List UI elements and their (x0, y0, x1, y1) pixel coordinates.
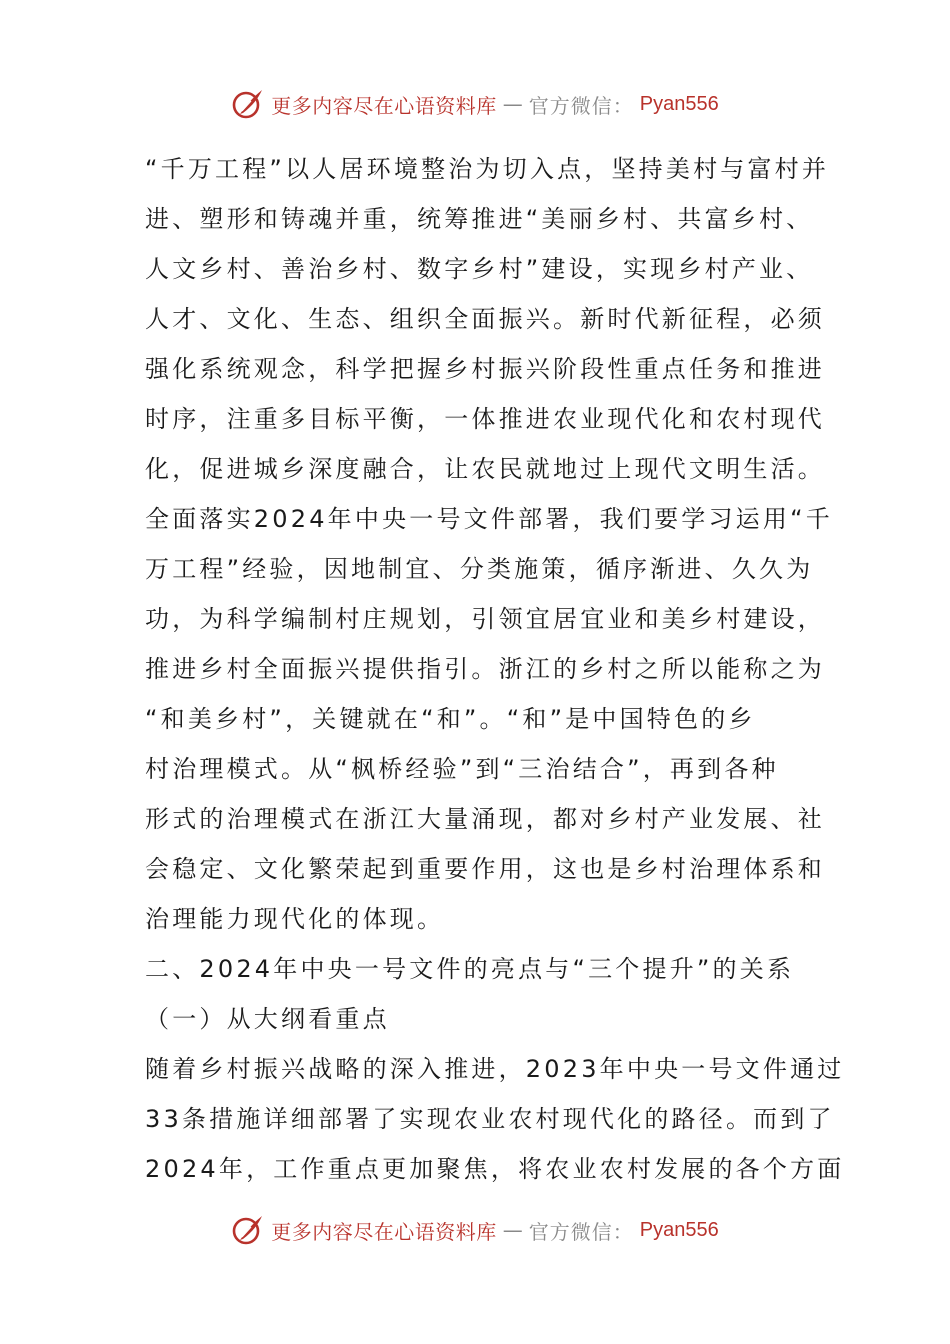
watermark-brand: 更多内容尽在心语资料库 (271, 1219, 497, 1244)
text-line: 33条措施详细部署了实现农业农村现代化的路径。而到了 (145, 1105, 835, 1133)
watermark-official-label: 官方微信： (528, 1219, 634, 1244)
watermark-wechat-id: Pyan556 (639, 1218, 719, 1241)
watermark-dash: — (502, 92, 523, 116)
text-line: “和美乡村”，关键就在“和”。“和”是中国特色的乡 (145, 705, 756, 733)
watermark-brand: 更多内容尽在心语资料库 (271, 93, 497, 118)
quill-logo-icon (231, 1213, 265, 1247)
text-line: 时序，注重多目标平衡，一体推进农业现代化和农村现代 (145, 405, 825, 433)
text-line: “千万工程”以人居环境整治为切入点，坚持美村与富村并 (145, 155, 830, 183)
footer-watermark (0, 1210, 950, 1250)
text-line: 村治理模式。从“枫桥经验”到“三治结合”，再到各种 (145, 755, 779, 783)
text-line: 人文乡村、善治乡村、数字乡村”建设，实现乡村产业、 (145, 255, 814, 283)
text-line: 万工程”经验，因地制宜、分类施策，循序渐进、久久为 (145, 555, 814, 583)
text-line: 形式的治理模式在浙江大量涌现，都对乡村产业发展、社 (145, 805, 825, 833)
watermark-dash: — (502, 1218, 523, 1242)
section-heading: 二、2024年中央一号文件的亮点与“三个提升”的关系 (145, 955, 795, 983)
watermark-official-label: 官方微信： (528, 93, 634, 118)
text-line: 进、塑形和铸魂并重，统筹推进“美丽乡村、共富乡村、 (145, 205, 814, 233)
text-line: 2024年，工作重点更加聚焦，将农业农村发展的各个方面 (145, 1155, 845, 1183)
subsection-heading: （一）从大纲看重点 (145, 1005, 390, 1033)
quill-logo-icon (231, 87, 265, 121)
text-line: 会稳定、文化繁荣起到重要作用，这也是乡村治理体系和 (145, 855, 825, 883)
text-line: 化，促进城乡深度融合，让农民就地过上现代文明生活。 (145, 455, 825, 483)
text-line: 强化系统观念，科学把握乡村振兴阶段性重点任务和推进 (145, 355, 825, 383)
watermark-wechat-id: Pyan556 (639, 92, 719, 115)
text-line: 治理能力现代化的体现。 (145, 905, 445, 933)
text-line: 功，为科学编制村庄规划，引领宜居宜业和美乡村建设， (145, 605, 825, 633)
text-line: 随着乡村振兴战略的深入推进，2023年中央一号文件通过 (145, 1055, 845, 1083)
header-watermark (0, 84, 950, 124)
document-body (145, 144, 845, 1194)
text-line: 推进乡村全面振兴提供指引。浙江的乡村之所以能称之为 (145, 655, 825, 683)
text-line: 全面落实2024年中央一号文件部署，我们要学习运用“千 (145, 505, 833, 533)
text-line: 人才、文化、生态、组织全面振兴。新时代新征程，必须 (145, 305, 825, 333)
